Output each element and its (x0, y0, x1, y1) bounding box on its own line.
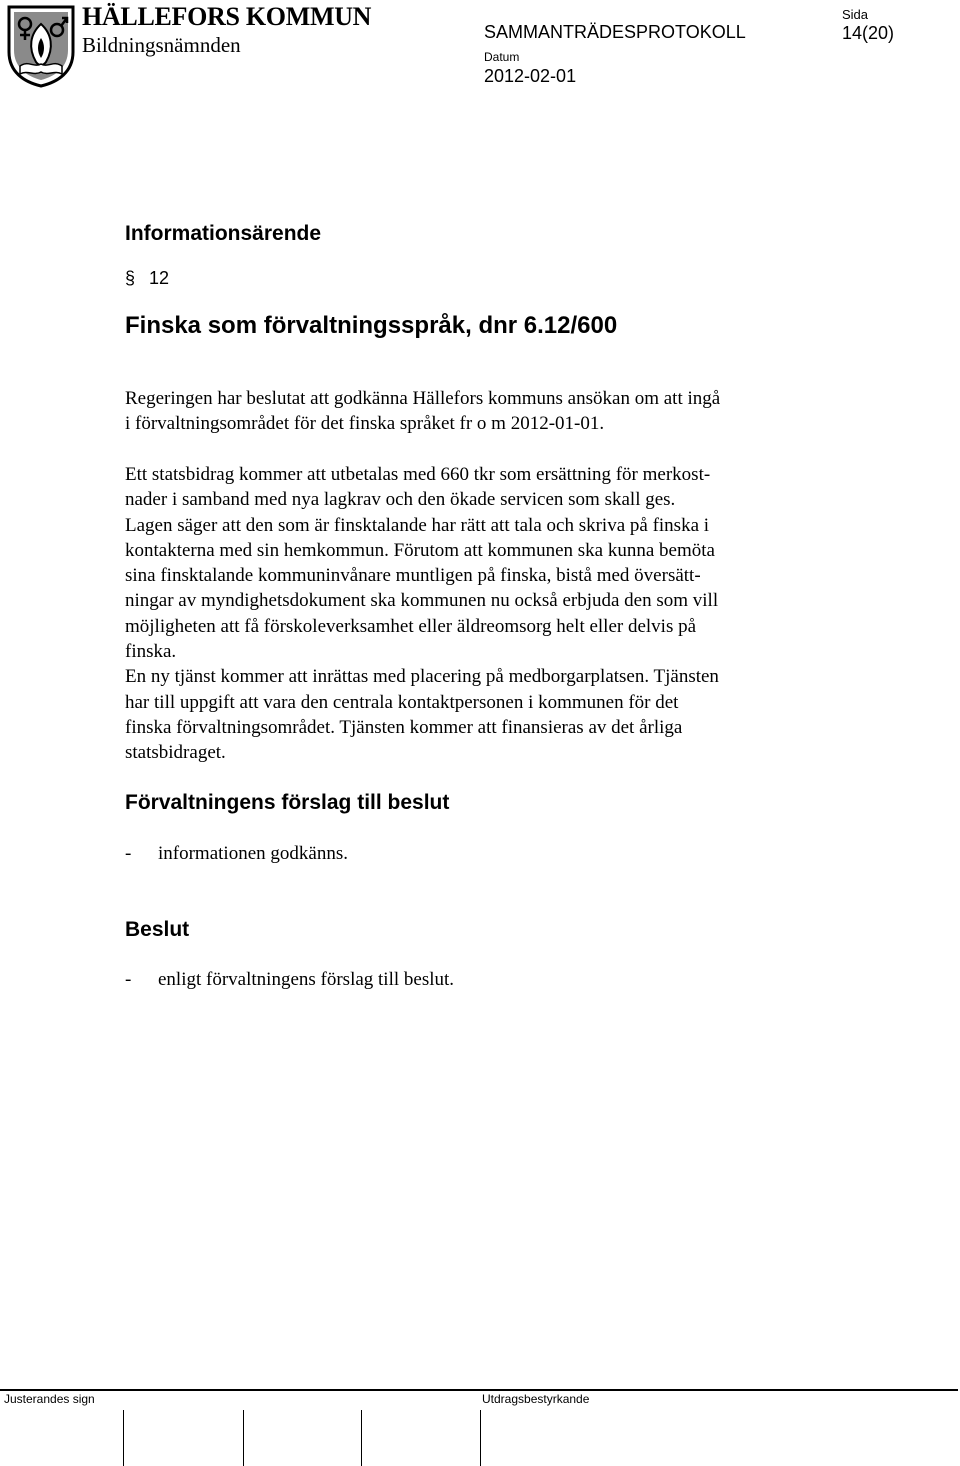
text-line: finska förvaltningsområdet. Tjänsten kommer att finansieras av det årliga (125, 716, 683, 738)
document-type: SAMMANTRÄDESPROTOKOLL (484, 22, 746, 42)
body-paragraph-2 (125, 462, 825, 766)
signature-box-divider (361, 1410, 362, 1466)
decision-item-text: enligt förvaltningens förslag till beslut. (158, 969, 455, 990)
text-line: Ett statsbidrag kommer att utbetalas med 660 tkr som ersättning för merkost- (125, 464, 711, 485)
text-line: ningar av myndighetsdokument ska kommunen nu också erbjuda den som vill (125, 590, 719, 612)
paragraph-marker (125, 266, 169, 290)
signers-label: Justerandes sign (4, 1392, 95, 1406)
date-label: Datum (484, 50, 520, 64)
proposal-heading: Förvaltningens förslag till beslut (125, 791, 450, 814)
text-line: Lagen säger att den som är finsktalande har rätt att tala och skriva på finska i (125, 514, 710, 536)
item-title: Finska som förvaltningsspråk, dnr 6.12/600 (125, 312, 618, 339)
decision-item (125, 967, 454, 992)
signature-box-divider (123, 1410, 124, 1466)
text-line: kontakterna med sin hemkommun. Förutom att kommunen ska kunna bemöta (125, 539, 715, 561)
date-value: 2012-02-01 (484, 66, 577, 86)
text-line: En ny tjänst kommer att inrättas med placering på medborgarplatsen. Tjänsten (125, 666, 719, 688)
proposal-item (125, 841, 348, 866)
organization-name: HÄLLEFORS KOMMUN (82, 2, 372, 31)
proposal-item-text: informationen godkänns. (158, 843, 348, 864)
text-line: nader i samband med nya lagkrav och den ökade servicen som skall ges. (125, 489, 676, 511)
paragraph-symbol: § (125, 268, 136, 288)
list-dash: - (125, 843, 132, 864)
paragraph-number: 12 (149, 268, 170, 288)
text-line: finska. (125, 641, 177, 663)
section-type-heading: Informationsärende (125, 222, 322, 245)
text-line: sina finsktalande kommuninvånare muntligen på finska, bistå med översätt- (125, 565, 701, 587)
municipal-crest-icon (6, 4, 76, 88)
decision-heading: Beslut (125, 918, 190, 941)
extract-certification-label: Utdragsbestyrkande (482, 1392, 590, 1406)
text-line: i förvaltningsområdet för det finska språket fr o m 2012-01-01. (125, 413, 605, 435)
body-paragraph-1 (125, 386, 825, 437)
text-line: Regeringen har beslutat att godkänna Hällefors kommuns ansökan om att ingå (125, 388, 721, 409)
text-line: möjligheten att få förskoleverksamhet eller äldreomsorg helt eller delvis på (125, 615, 697, 637)
page-number: 14(20) (842, 23, 895, 43)
page-label: Sida (842, 7, 869, 22)
list-dash: - (125, 969, 132, 990)
signature-box-divider (243, 1410, 244, 1466)
text-line: statsbidraget. (125, 742, 226, 764)
signature-box-divider (480, 1410, 481, 1466)
text-line: har till uppgift att vara den centrala kontaktpersonen i kommunen för det (125, 691, 679, 713)
footer-divider (0, 1389, 958, 1391)
committee-name: Bildningsnämnden (82, 33, 241, 57)
